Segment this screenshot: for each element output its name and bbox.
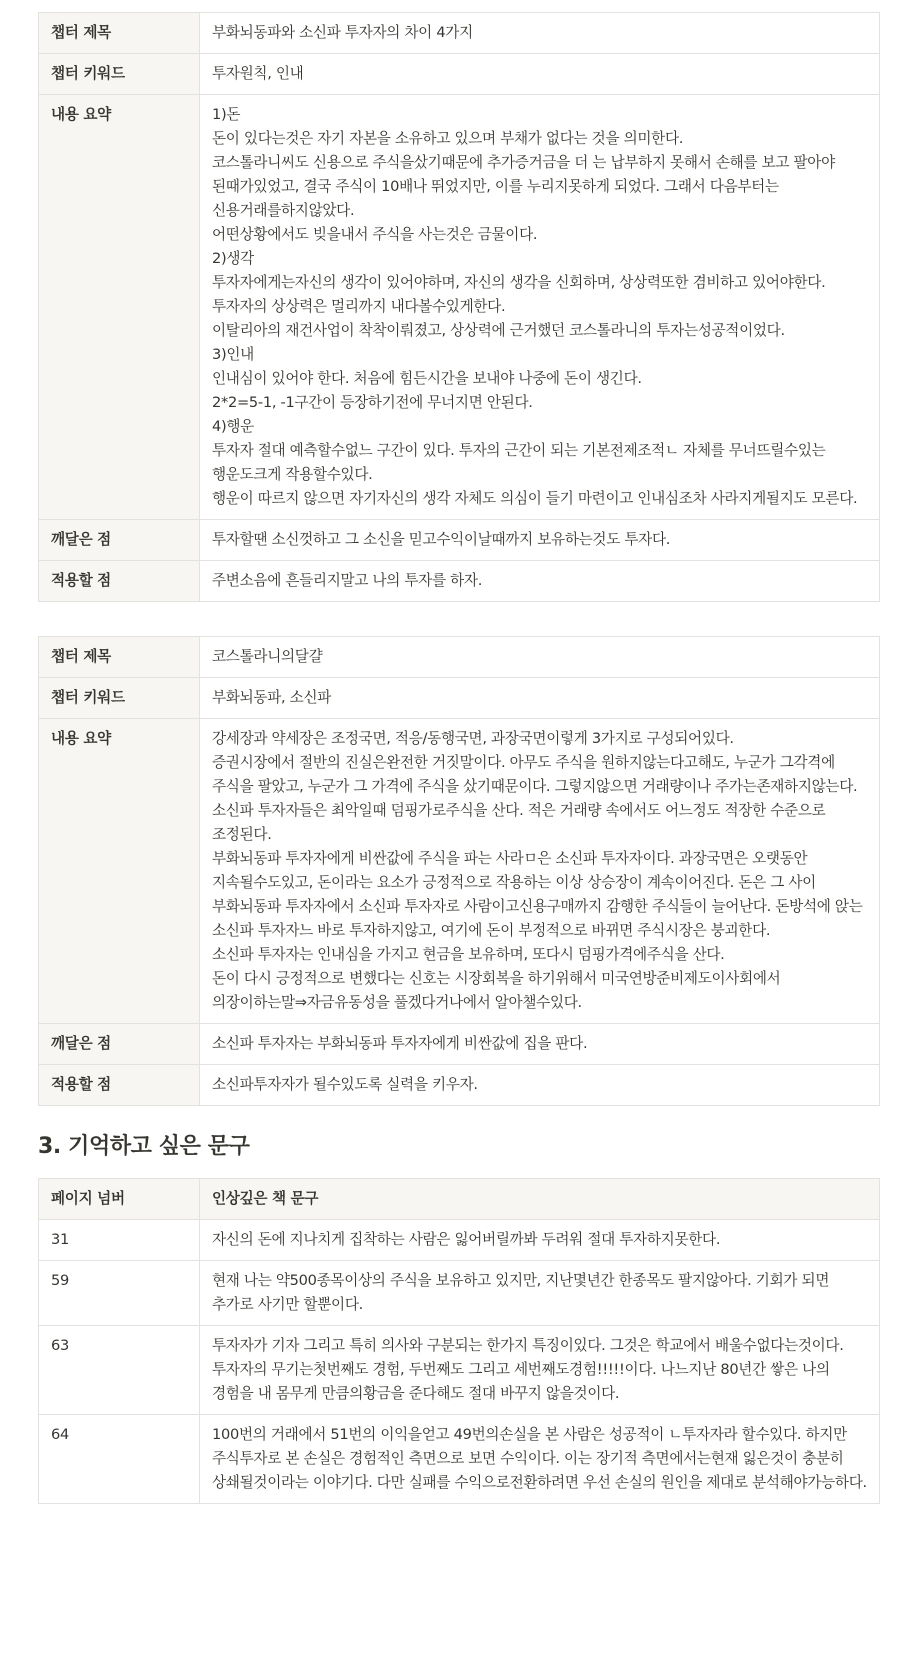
page-number-cell[interactable]: 31 [39, 1220, 200, 1261]
page-number-cell[interactable]: 63 [39, 1326, 200, 1415]
table-row [39, 637, 880, 678]
spacer [38, 602, 879, 636]
summary-line: 어떤상황에서도 빚을내서 주식을 사는것은 금물이다. [212, 226, 538, 243]
column-header-page: 페이지 넘버 [39, 1179, 200, 1220]
summary-line: 2*2=5-1, -1구간이 등장하기전에 무너지면 안된다. [212, 394, 533, 411]
summary-line: 4)행운 [212, 418, 254, 435]
row-label: 챕터 제목 [39, 637, 200, 678]
row-label: 깨달은 점 [39, 520, 200, 561]
summary-line: 소신파 투자자들은 최악일때 덤핑가로주식을 산다. 적은 거래량 속에서도 어느정도 적장한 수준으로 조정된다. [212, 802, 826, 843]
table-row [39, 1415, 880, 1504]
summary-line: 강세장과 약세장은 조정국면, 적응/동행국면, 과장국면이렇게 3가지로 구성되어있다. [212, 730, 734, 747]
table-row [39, 1024, 880, 1065]
table-row [39, 1261, 880, 1326]
quotes-table [38, 1178, 880, 1504]
table-row [39, 719, 880, 1024]
row-label: 내용 요약 [39, 719, 200, 1024]
summary-line: 투자자 절대 예측할수없느 구간이 있다. 투자의 근간이 되는 기본전제조적ㄴ 자체를 무너뜨릴수있는 행운도크게 작용할수있다. [212, 442, 826, 483]
row-value[interactable]: 코스톨라니의달걀 [200, 637, 880, 678]
summary-line: 2)생각 [212, 250, 254, 267]
summary-line: 이탈리아의 재건사업이 착착이뤄졌고, 상상력에 근거했던 코스톨라니의 투자는성공적이었다. [212, 322, 785, 339]
summary-line: 행운이 따르지 않으면 자기자신의 생각 자체도 의심이 들기 마련이고 인내심조차 사라지게될지도 모른다. [212, 490, 858, 507]
table-row [39, 520, 880, 561]
row-value[interactable]: 소신파투자자가 될수있도록 실력을 키우자. [200, 1065, 880, 1106]
summary-line: 코스톨라니씨도 신용으로 주식을샀기때문에 추가증거금을 더 는 납부하지 못해서 손해를 보고 팔아야 된때가있었고, 결국 주식이 10배나 뛰었지만, 이를 누리지못하게 되었다. 그래서 다음부터는 신용거래를하지않았다. [212, 154, 835, 219]
summary-cell[interactable] [200, 719, 880, 1024]
table-row [39, 95, 880, 520]
summary-line: 투자자에게는자신의 생각이 있어야하며, 자신의 생각을 신회하며, 상상력또한 겸비하고 있어야한다. 투자자의 상상력은 멀리까지 내다볼수있게한다. [212, 274, 826, 315]
table-row [39, 561, 880, 602]
summary-line: 인내심이 있어야 한다. 처음에 힘든시간을 보내야 나중에 돈이 생긴다. [212, 370, 642, 387]
summary-line: 1)돈 [212, 106, 241, 123]
table-row [39, 54, 880, 95]
row-value[interactable]: 소신파 투자자는 부화뇌동파 투자자에게 비싼값에 집을 판다. [200, 1024, 880, 1065]
row-value[interactable]: 부화뇌동파와 소신파 투자자의 차이 4가지 [200, 13, 880, 54]
summary-line: 부화뇌동파 투자자에게 비싼값에 주식을 파는 사라ㅁ은 소신파 투자자이다. 과장국면은 오랫동안 지속될수도있고, 돈이라는 요소가 긍정적으로 작용하는 이상 상승장이 계속이어진다. 돈은 그 사이 부화뇌동파 투자자에서 소신파 투자자로 사람이고신용구매까지 감행한 주식들이 늘어난다. 돈방석에 앉는 소신파 투자자느 바로 투자하지않고, 여기에 돈이 부정적으로 바뀌면 주식시장은 붕괴한다. [212, 850, 863, 939]
table-row [39, 1220, 880, 1261]
section-heading: 3. 기억하고 싶은 문구 [38, 1134, 250, 1159]
summary-line: 돈이 다시 긍정적으로 변했다는 신호는 시장회복을 하기위해서 미국연방준비제도이사회에서 의장이하는말⇒자금유동성을 풀겠다거나에서 알아챌수있다. [212, 970, 781, 1011]
row-label: 챕터 키워드 [39, 54, 200, 95]
row-value[interactable]: 부화뇌동파, 소신파 [200, 678, 880, 719]
quote-cell[interactable]: 현재 나는 약500종목이상의 주식을 보유하고 있지만, 지난몇년간 한종목도 팔지않아다. 기회가 되면 추가로 사기만 할뿐이다. [200, 1261, 880, 1326]
quote-cell[interactable]: 100번의 거래에서 51번의 이익을얻고 49번의손실을 본 사람은 성공적이 ㄴ투자자라 할수있다. 하지만 주식투자로 본 손실은 경험적인 측면으로 보면 수익이다. 이는 장기적 측면에서는현재 잃은것이 충분히 상쇄될것이라는 이야기다. 다만 실패를 수익으로전환하려면 우선 손실의 원인을 제대로 분석해야가능하다. [200, 1415, 880, 1504]
row-value[interactable]: 투자할땐 소신껏하고 그 소신을 믿고수익이날때까지 보유하는것도 투자다. [200, 520, 880, 561]
page-number-cell[interactable]: 64 [39, 1415, 200, 1504]
table-row [39, 1065, 880, 1106]
table-row [39, 13, 880, 54]
quote-cell[interactable]: 투자자가 기자 그리고 특히 의사와 구분되는 한가지 특징이있다. 그것은 학교에서 배울수없다는것이다. 투자자의 무기는첫번째도 경험, 두번째도 그리고 세번째도경험!!!!!이다. 나느지난 80년간 쌓은 나의 경험을 내 몸무게 만큼의황금을 준다해도 절대 바꾸지 않을것이다. [200, 1326, 880, 1415]
row-label: 챕터 제목 [39, 13, 200, 54]
row-value[interactable]: 투자원칙, 인내 [200, 54, 880, 95]
summary-cell[interactable] [200, 95, 880, 520]
row-label: 적용할 점 [39, 561, 200, 602]
chapter-table-1 [38, 12, 880, 602]
row-value[interactable]: 주변소음에 흔들리지말고 나의 투자를 하자. [200, 561, 880, 602]
row-label: 깨달은 점 [39, 1024, 200, 1065]
summary-line: 소신파 투자자는 인내심을 가지고 현금을 보유하며, 또다시 덤핑가격에주식을 산다. [212, 946, 725, 963]
column-header-quote: 인상깊은 책 문구 [200, 1179, 880, 1220]
chapter-table-2 [38, 636, 880, 1106]
page-number-cell[interactable]: 59 [39, 1261, 200, 1326]
row-label: 내용 요약 [39, 95, 200, 520]
table-row [39, 678, 880, 719]
summary-line: 3)인내 [212, 346, 254, 363]
table-row [39, 1326, 880, 1415]
row-label: 적용할 점 [39, 1065, 200, 1106]
summary-line: 증권시장에서 절반의 진실은완전한 거짓말이다. 아무도 주식을 원하지않는다고해도, 누군가 그각격에 주식을 팔았고, 누군가 그 가격에 주식을 샀기때문이다. 그렇지않으면 거래량이나 주가는존재하지않는다. [212, 754, 858, 795]
table-header-row [39, 1179, 880, 1220]
summary-line: 돈이 있다는것은 자기 자본을 소유하고 있으며 부채가 없다는 것을 의미한다. [212, 130, 684, 147]
quote-cell[interactable]: 자신의 돈에 지나치게 집착하는 사람은 잃어버릴까봐 두려워 절대 투자하지못한다. [200, 1220, 880, 1261]
row-label: 챕터 키워드 [39, 678, 200, 719]
